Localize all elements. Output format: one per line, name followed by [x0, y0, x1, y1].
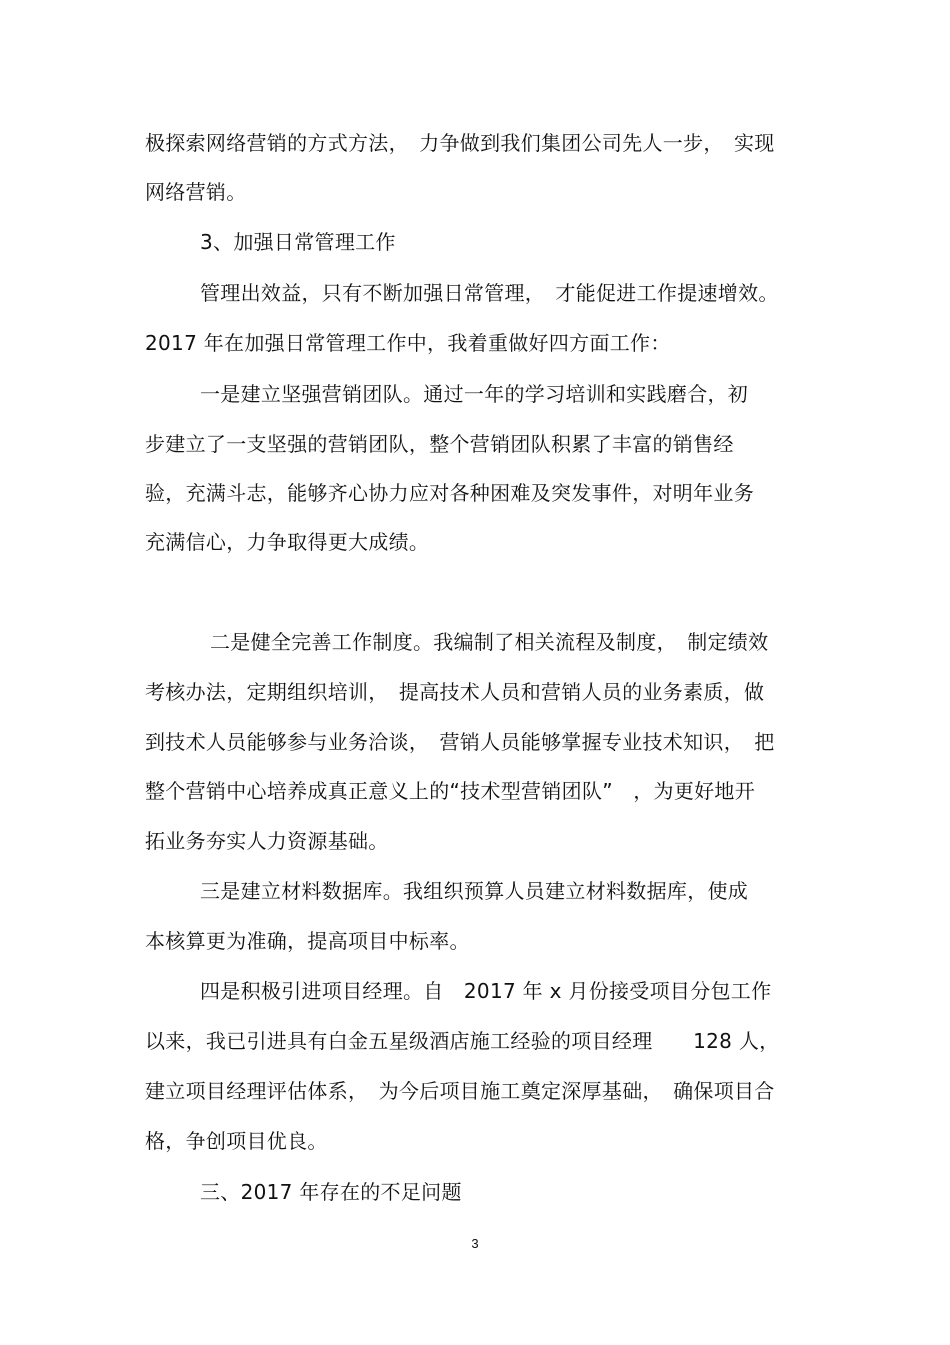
section-heading: 3、加强日常管理工作 [200, 230, 396, 254]
text-line: 格，争创项目优良。 [145, 1129, 328, 1153]
text-line: 管理出效益，只有不断加强日常管理， 才能促进工作提速增效。 [200, 281, 779, 305]
text-line: 极探索网络营销的方式方法， 力争做到我们集团公司先人一步， 实现 [145, 131, 775, 155]
text-line: 到技术人员能够参与业务洽谈， 营销人员能够掌握专业技术知识， 把 [145, 730, 775, 754]
text-line: 2017 年在加强日常管理工作中，我着重做好四方面工作： [145, 331, 671, 355]
text-line: 充满信心，力争取得更大成绩。 [145, 530, 430, 554]
text-line: 二是健全完善工作制度。我编制了相关流程及制度， 制定绩效 [210, 630, 769, 654]
text-line: 四是积极引进项目经理。自 2017 年 x 月份接受项目分包工作 [200, 979, 772, 1003]
text-line: 网络营销。 [145, 180, 247, 204]
text-line: 验，充满斗志，能够齐心协力应对各种困难及突发事件，对明年业务 [145, 481, 754, 505]
text-line: 建立项目经理评估体系， 为今后项目施工奠定深厚基础， 确保项目合 [145, 1079, 775, 1103]
text-line: 步建立了一支坚强的营销团队，整个营销团队积累了丰富的销售经 [145, 432, 734, 456]
text-line: 拓业务夯实人力资源基础。 [145, 829, 389, 853]
page-number: 3 [471, 1236, 479, 1251]
section-heading: 三、2017 年存在的不足问题 [200, 1180, 462, 1204]
text-line: 三是建立材料数据库。我组织预算人员建立材料数据库，使成 [200, 879, 749, 903]
text-line: 一是建立坚强营销团队。通过一年的学习培训和实践磨合，初 [200, 382, 749, 406]
text-line: 考核办法，定期组织培训， 提高技术人员和营销人员的业务素质，做 [145, 680, 765, 704]
text-line: 以来，我已引进具有白金五星级酒店施工经验的项目经理 128 人， [145, 1029, 780, 1053]
text-line: 本核算更为准确，提高项目中标率。 [145, 929, 470, 953]
text-line: 整个营销中心培养成真正意义上的“技术型营销团队” ，为更好地开 [145, 779, 756, 803]
